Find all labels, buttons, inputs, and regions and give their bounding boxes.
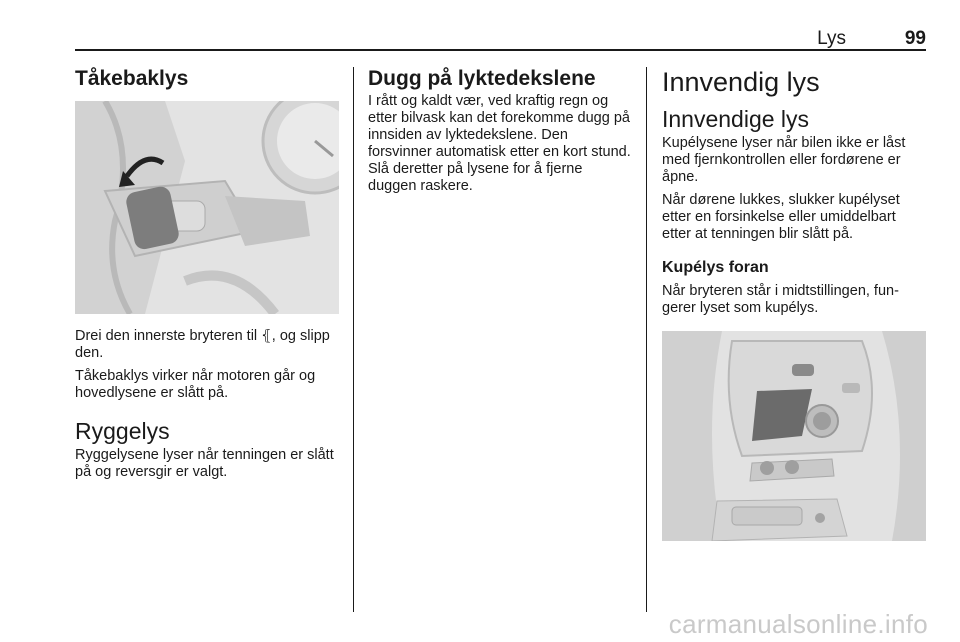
header-rule bbox=[75, 49, 926, 51]
section-title: Lys bbox=[817, 28, 846, 49]
interior-dome-light-illustration-icon bbox=[662, 331, 926, 541]
paragraph-fog-light-1: Drei den innerste bryteren til ⦃, og slipp den. bbox=[75, 328, 330, 362]
heading-reversing-light: Ryggelys bbox=[75, 418, 170, 445]
paragraph-interior-1: Kupélysene lyser når bilen ikke er låst med fjernkontrollen eller fordørene er åpne. bbox=[662, 134, 906, 185]
subheading-interior-lights: Innvendige lys bbox=[662, 106, 810, 133]
column-divider-2 bbox=[646, 67, 647, 612]
paragraph-condensation: I rått og kaldt vær, ved kraftig regn og etter bilvask kan det forekomme dugg på innsiden av lyktedekslene. Den forsvinner automatisk etter en kort stund. Slå deretter på lysene for å fjerne duggen raskere. bbox=[368, 93, 631, 195]
column-3 bbox=[662, 66, 928, 541]
paragraph-fog-light-2: Tåkebaklys virker når motoren går og hovedlysene er slått på. bbox=[75, 368, 316, 402]
watermark: carmanualsonline.info bbox=[668, 609, 928, 639]
page-number: 99 bbox=[904, 28, 926, 49]
column-1 bbox=[75, 66, 341, 481]
paragraph-interior-2: Når dørene lukkes, slukker kupélyset etter en forsinkelse eller umiddelbart etter at tenningen blir slått på. bbox=[662, 191, 900, 242]
column-divider-1 bbox=[353, 67, 354, 612]
heading-front-courtesy-light: Kupélys foran bbox=[662, 258, 769, 276]
page-header bbox=[75, 28, 926, 50]
fog-light-lever-illustration-icon bbox=[75, 101, 339, 314]
heading-condensation: Dugg på lyktedekslene bbox=[368, 67, 596, 90]
paragraph-reversing-light: Ryggelysene lyser når tenningen er slått på og reversgir er valgt. bbox=[75, 446, 334, 480]
heading-interior-lighting: Innvendig lys bbox=[662, 67, 820, 97]
paragraph-interior-3: Når bryteren står i midtstillingen, fun- gerer lyset som kupélys. bbox=[662, 282, 899, 316]
column-2 bbox=[368, 66, 634, 195]
heading-fog-light: Tåkebaklys bbox=[75, 67, 189, 90]
